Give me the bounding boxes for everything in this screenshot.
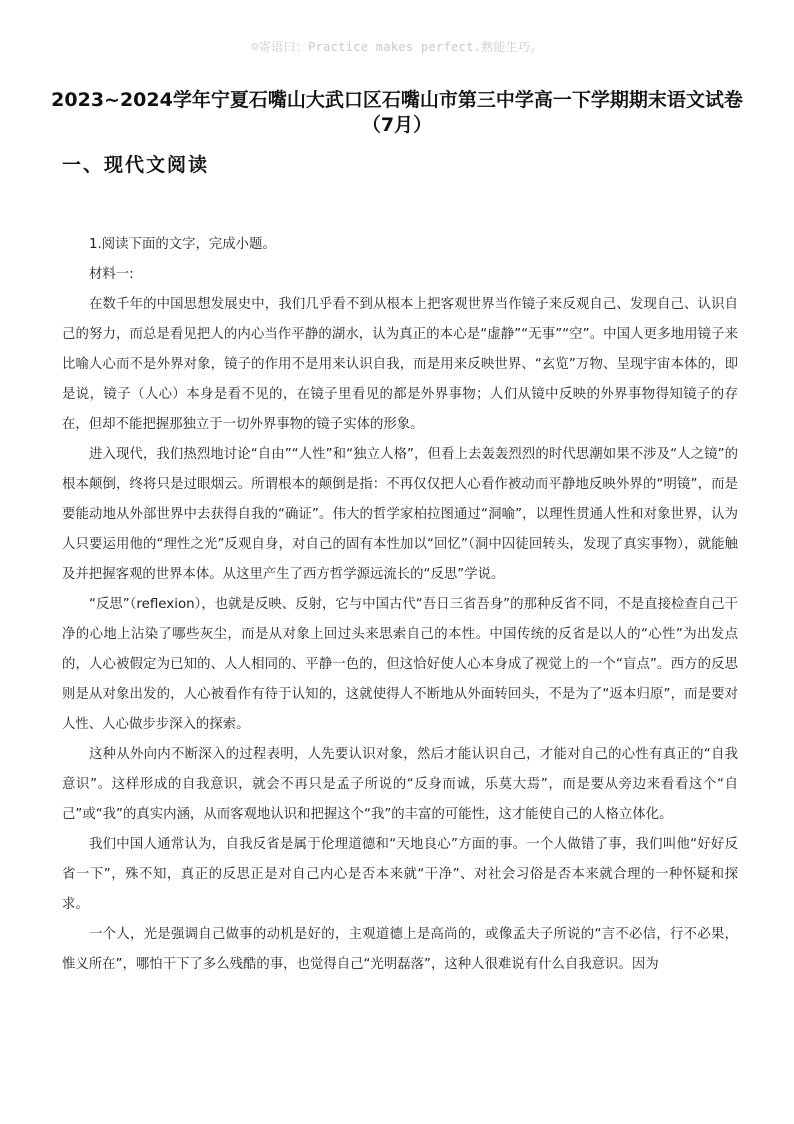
paragraph: 我们中国人通常认为，自我反省是属于伦理道德和“天地良心”方面的事。一个人做错了事，我们叫他“好好反省一下”，殊不知，真正的反思正是对自己内心是否本来就“干净”、对社会习俗是否本来就合理的一种怀疑和探求。 bbox=[62, 837, 738, 912]
section-heading: 一、现代文阅读 bbox=[62, 154, 210, 176]
header-motto: ☺寄语曰：Practice makes perfect.熟能生巧。 bbox=[251, 40, 543, 54]
paragraph: “反思”（reflexion），也就是反映、反射，它与中国古代“吾日三省吾身”的那种反省不同，不是直接检查自己干净的心地上沾染了哪些灰尘，而是从对象上回过头来思索自己的本性。中国传统的反省是以人的“心性”为出发点的，人心被假定为已知的、人人相同的、平静一色的，但这恰好使人心本身成了视觉上的一个“盲点”。西方的反思则是从对象出发的，人心被看作有待于认知的，这就使得人不断地从外面转回头，不是为了“返本归原”，而是要对人性、人心做步步深入的探索。 bbox=[62, 597, 738, 732]
paragraph: 这种从外向内不断深入的过程表明，人先要认识对象，然后才能认识自己，才能对自己的心性有真正的“自我意识”。这样形成的自我意识，就会不再只是孟子所说的“反身而诚，乐莫大焉”，而是要从旁边来看看这个“自己”或“我”的真实内涵，从而客观地认识和把握这个“我”的丰富的可能性，这才能使自己的人格立体化。 bbox=[62, 747, 738, 822]
question-instruction: 1.阅读下面的文字，完成小题。 bbox=[89, 237, 276, 252]
paragraph: 在数千年的中国思想发展史中，我们几乎看不到从根本上把客观世界当作镜子来反观自己、发现自己、认识自己的努力，而总是看见把人的内心当作平静的湖水，认为真正的本心是“虚静”“无事”“空”。中国人更多地用镜子来比喻人心而不是外界对象，镜子的作用不是用来认识自我，而是用来反映世界、“玄览”万物、呈现宇宙本体的，即是说，镜子（人心）本身是看不见的，在镜子里看见的都是外界事物；人们从镜中反映的外界事物得知镜子的存在，但却不能把握那独立于一切外界事物的镜子实体的形象。 bbox=[62, 297, 738, 432]
reading-passage bbox=[62, 230, 738, 980]
exam-title: 2023~2024学年宁夏石嘴山大武口区石嘴山市第三中学高一下学期期末语文试卷（7月） bbox=[51, 89, 743, 136]
material-label: 材料一: bbox=[89, 267, 134, 282]
paragraph: 一个人，光是强调自己做事的动机是好的，主观道德上是高尚的，或像孟夫子所说的“言不必信，行不必果，惟义所在”，哪怕干下了多么残酷的事，也觉得自己“光明磊落”，这种人很难说有什么自我意识。因为 bbox=[62, 927, 738, 972]
paragraph: 进入现代，我们热烈地讨论“自由”“人性”和“独立人格”，但看上去轰轰烈烈的时代思潮如果不涉及“人之镜”的根本颠倒，终将只是过眼烟云。所谓根本的颠倒是指：不再仅仅把人心看作被动而平静地反映外界的“明镜”，而是要能动地从外部世界中去获得自我的“确证”。伟大的哲学家柏拉图通过“洞喻”，以理性贯通人性和对象世界，认为人只要运用他的“理性之光”反观自身，对自己的固有本性加以“回忆”（洞中囚徒回转头，发现了真实事物），就能触及并把握客观的世界本体。从这里产生了西方哲学源远流长的“反思”学说。 bbox=[62, 447, 738, 582]
